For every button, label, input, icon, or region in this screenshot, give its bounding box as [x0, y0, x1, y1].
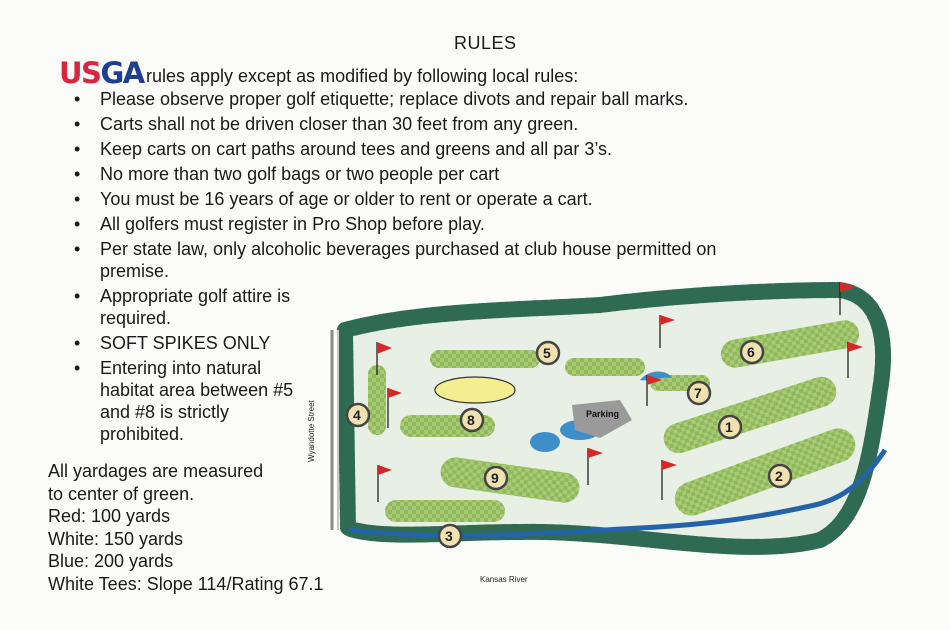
yardage-line: Red: 100 yards: [48, 506, 171, 526]
page-title: RULES: [454, 33, 517, 53]
fairway-5: [430, 350, 540, 368]
hole-number: 2: [775, 468, 783, 484]
rule-item: • Please observe proper golf etiquette; replace divots and repair ball marks.: [70, 88, 740, 110]
rule-item: • Appropriate golf attire is required.: [70, 285, 310, 329]
hole-number: 7: [694, 385, 702, 401]
hole-marker: [439, 525, 461, 547]
rule-item: • Per state law, only alcoholic beverages purchased at club house permitted on premise.: [70, 238, 740, 282]
street-label: Wyandotte Street: [307, 400, 316, 462]
hole-marker: [688, 382, 710, 404]
parking-label: Parking: [586, 409, 620, 419]
rule-item: • Keep carts on cart paths around tees and greens and all par 3’s.: [70, 138, 740, 160]
usga-logo: [59, 58, 144, 88]
hole-number: 1: [725, 419, 733, 435]
sand-bunker: [435, 377, 515, 403]
hole-marker: [769, 465, 791, 487]
fairway-5b: [565, 358, 645, 376]
rule-item: • All golfers must register in Pro Shop before play.: [70, 213, 740, 235]
rule-item: • No more than two golf bags or two people per cart: [70, 163, 740, 185]
river-label: Kansas River: [480, 575, 528, 584]
hole-number: 8: [467, 412, 475, 428]
hole-number: 5: [543, 345, 551, 361]
hole-marker: [537, 342, 559, 364]
fairway-3: [385, 500, 505, 522]
hole-marker: [485, 467, 507, 489]
wyandotte-street: [307, 330, 338, 530]
rule-item: • Entering into natural habitat area between #5 and #8 is strictly prohibited.: [70, 357, 310, 445]
rules-intro: rules apply except as modified by following local rules:: [146, 66, 579, 86]
yardage-info: [48, 460, 324, 595]
yardage-line: Blue: 200 yards: [48, 551, 174, 571]
usga-logo-ga: GA: [100, 56, 144, 90]
yardage-line: White: 150 yards: [48, 528, 184, 549]
course-map: [300, 270, 900, 590]
hole-marker: [741, 341, 763, 363]
rule-item: • You must be 16 years of age or older to rent or operate a cart.: [70, 188, 740, 210]
usga-logo-us: US: [59, 56, 101, 90]
rule-item: • SOFT SPIKES ONLY: [70, 332, 310, 354]
hole-number: 6: [747, 344, 755, 360]
yardage-line: to center of green.: [48, 483, 195, 504]
yardage-line: White Tees: Slope 114/Rating 67.1: [48, 573, 324, 594]
yardage-line: All yardages are measured: [48, 461, 264, 481]
hole-marker: [719, 416, 741, 438]
hole-number: 9: [491, 470, 499, 486]
hole-marker: [347, 404, 369, 426]
fairway-4: [368, 365, 386, 435]
hole-marker: [461, 409, 483, 431]
hole-number: 4: [353, 407, 361, 423]
hole-number: 3: [445, 528, 453, 544]
rule-item: • Carts shall not be driven closer than 30 feet from any green.: [70, 113, 740, 135]
